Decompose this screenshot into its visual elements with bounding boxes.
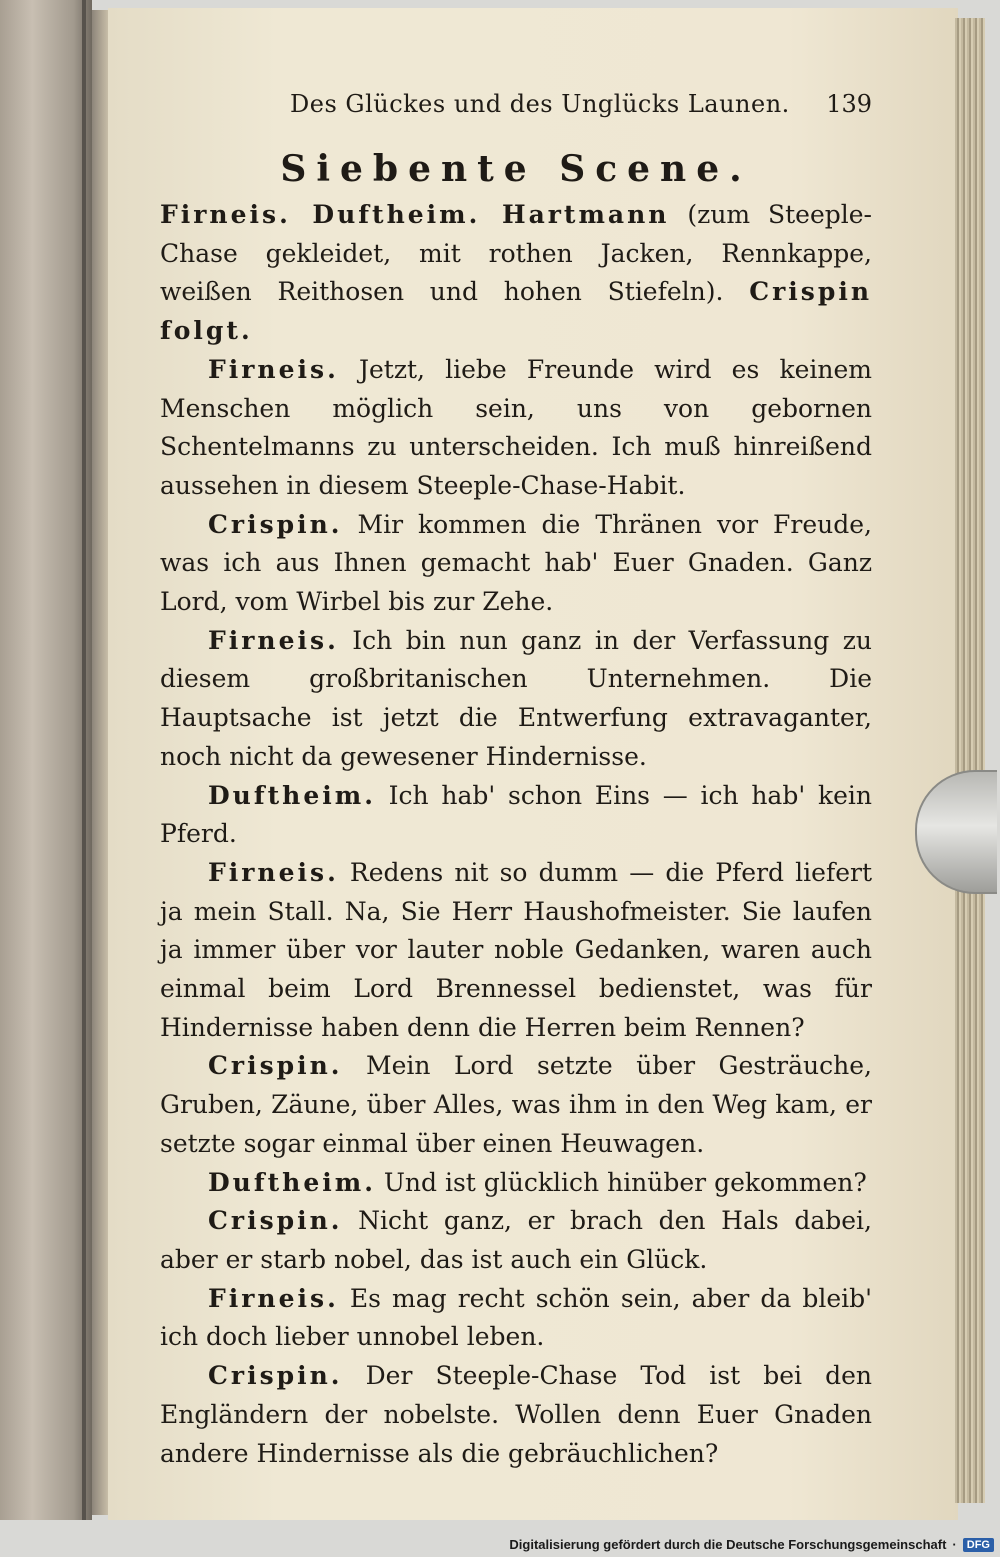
- speaker: Duftheim.: [208, 780, 376, 810]
- dialogue-line: [160, 506, 872, 622]
- credit-text: Digitalisierung gefördert durch die Deutsche Forschungsgemeinschaft: [509, 1537, 947, 1552]
- speaker: Duftheim.: [208, 1167, 376, 1197]
- dfg-logo[interactable]: DFG: [963, 1538, 994, 1552]
- dialogue-line: [160, 1280, 872, 1357]
- left-facing-page: [0, 0, 92, 1520]
- speaker: Firneis.: [208, 857, 339, 887]
- speaker: Firneis.: [208, 354, 339, 384]
- page-body: [160, 196, 872, 1473]
- speech: Der Steeple-Chase Tod ist bei den Engländern der nobelste. Wollen denn Euer Gnaden andere Hindernisse als die gebräuchlichen?: [160, 1361, 873, 1468]
- stage-names: Firneis. Duftheim. Hartmann: [160, 200, 670, 229]
- dialogue-line: [160, 1202, 872, 1279]
- dialogue-line: [160, 351, 872, 506]
- stage-note: (zum Steeple-Chase gekleidet, mit rothen Jacken, Rennkappe, weißen Reithosen und hohen Stiefeln).: [160, 200, 873, 307]
- running-header: [160, 90, 872, 126]
- left-page-edge: [82, 0, 86, 1520]
- speech: Redens nit so dumm — die Pferd liefert ja mein Stall. Na, Sie Herr Haushofmeister. Sie laufen ja immer über vor lauter noble Gedanken, waren auch einmal beim Lord Brennessel bedienstet, was für Hindernisse haben denn die Herren beim Rennen?: [160, 857, 872, 1042]
- speech: Ich bin nun ganz in der Verfassung zu diesem großbritanischen Unternehmen. Die Hauptsache ist jetzt die Entwerfung extravaganter, noch nicht da gewesener Hindernisse.: [160, 625, 872, 771]
- dialogue-line: [160, 622, 872, 777]
- dialogue-line: [160, 777, 872, 854]
- speech: Jetzt, liebe Freunde wird es keinem Menschen möglich sein, uns von gebornen Schentelmanns zu unterscheiden. Ich muß hinreißend aussehen in diesem Steeple-Chase-Habit.: [160, 354, 872, 500]
- dialogue-line: [160, 1164, 872, 1203]
- speaker: Firneis.: [208, 625, 339, 655]
- speech: Ich hab' schon Eins — ich hab' kein Pferd.: [160, 780, 872, 849]
- separator: ·: [952, 1537, 957, 1552]
- digitization-credit: [509, 1537, 994, 1552]
- speaker: Firneis.: [208, 1283, 339, 1313]
- dialogue-line: [160, 854, 872, 1048]
- stage-follows: Crispin folgt.: [160, 277, 872, 346]
- speech: Es mag recht schön sein, aber da bleib' ich doch lieber unnobel leben.: [160, 1283, 872, 1352]
- speech: Und ist glücklich hinüber gekommen?: [383, 1167, 867, 1197]
- scene-title: Siebente Scene.: [280, 148, 752, 190]
- speech: Nicht ganz, er brach den Hals dabei, aber er starb nobel, das ist auch ein Glück.: [160, 1206, 872, 1274]
- dialogue-line: [160, 1357, 872, 1473]
- speech: Mir kommen die Thränen vor Freude, was ich aus Ihnen gemacht hab' Euer Gnaden. Ganz Lord, vom Wirbel bis zur Zehe.: [160, 509, 872, 617]
- speaker: Crispin.: [208, 509, 343, 539]
- speech: Mein Lord setzte über Gesträuche, Gruben, Zäune, über Alles, was ihm in den Weg kam, er setzte sogar einmal über einen Heuwagen.: [160, 1051, 872, 1158]
- dialogue-line: [160, 1047, 872, 1163]
- page-stack: [955, 18, 985, 1503]
- page-number: 139: [826, 90, 872, 118]
- speaker: Crispin.: [208, 1051, 343, 1081]
- running-title: Des Glückes und des Unglücks Launen.: [290, 90, 790, 118]
- speaker: Crispin.: [208, 1206, 343, 1236]
- speaker: Crispin.: [208, 1361, 343, 1391]
- stage-direction: [160, 196, 872, 351]
